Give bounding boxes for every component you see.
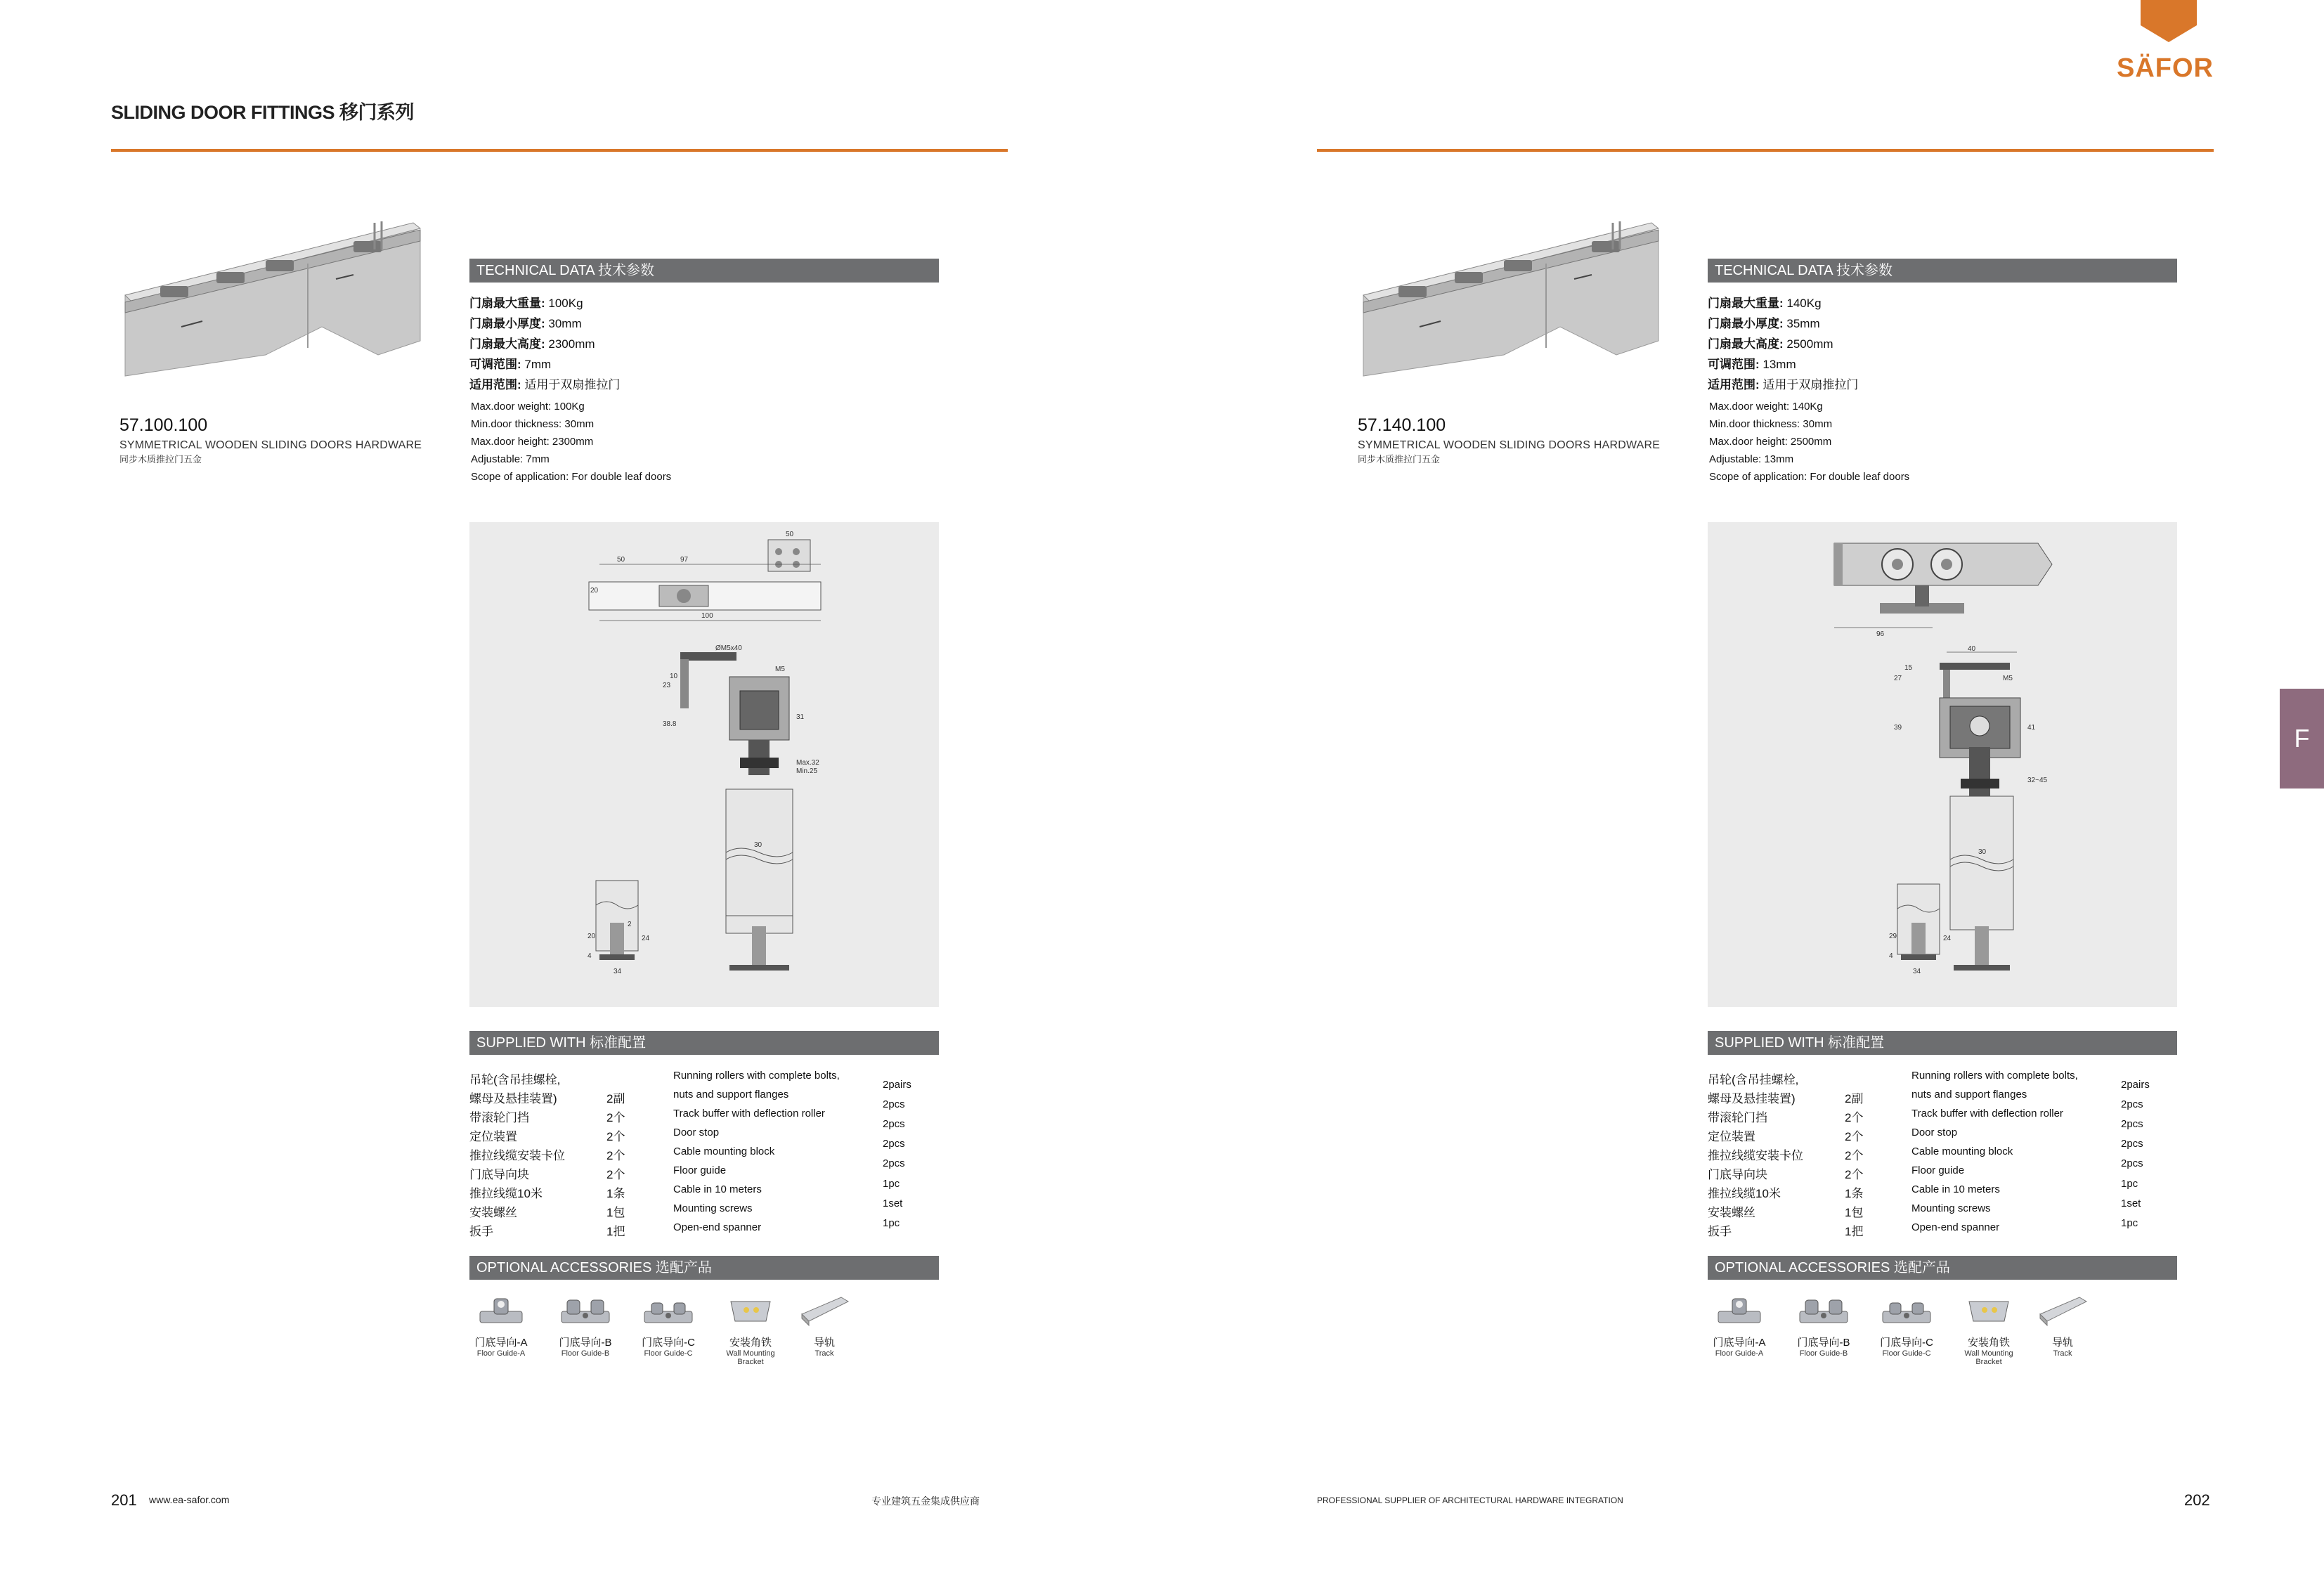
spec-value: 适用于双扇推拉门 bbox=[521, 378, 621, 391]
supplied-cn: 门底导向块 bbox=[1708, 1168, 1767, 1181]
spec-label: 可调范围: bbox=[1708, 358, 1760, 371]
spec-value: For double leaf doors bbox=[569, 471, 672, 483]
floor-guide-c-icon bbox=[642, 1293, 695, 1328]
dim-label: 4 bbox=[588, 952, 592, 960]
spec-value: 140Kg bbox=[1789, 401, 1823, 413]
supplied-unit: 1pc bbox=[883, 1217, 900, 1229]
supplied-unit: 1pc bbox=[2121, 1217, 2138, 1229]
supplied-cn: 门底导向块 bbox=[469, 1168, 529, 1181]
dim-label: 38.8 bbox=[663, 720, 677, 728]
accessory-label-cn: 门底导向-B bbox=[1797, 1337, 1850, 1349]
accessory-label-en: Wall Mounting bbox=[1964, 1349, 2013, 1358]
accessory-floor-guide-a[interactable] bbox=[462, 1293, 540, 1358]
accessory-label-cn: 门底导向-C bbox=[1880, 1337, 1933, 1349]
dim-label: 32~45 bbox=[2027, 777, 2048, 784]
track-icon bbox=[2036, 1293, 2089, 1328]
supplied-qty: 2副 bbox=[606, 1092, 625, 1105]
accessory-label-en: Floor Guide-C bbox=[1882, 1349, 1931, 1358]
spec-en-row bbox=[1709, 471, 1909, 483]
spec-value: 13mm bbox=[1761, 453, 1794, 465]
spec-label: 门扇最大重量: bbox=[469, 297, 545, 310]
accessory-track[interactable] bbox=[2024, 1293, 2101, 1358]
accessory-label-cn: 安装角铁 bbox=[729, 1337, 772, 1349]
dim-label: 41 bbox=[2027, 724, 2036, 732]
page-number-left: 201 bbox=[111, 1491, 137, 1509]
spec-label: Min.door thickness: bbox=[1709, 418, 1800, 430]
dim-label: 24 bbox=[642, 935, 650, 942]
dim-label: 50 bbox=[786, 531, 794, 538]
dim-label: 24 bbox=[1943, 935, 1952, 942]
spec-value: 30mm bbox=[545, 317, 582, 330]
page-number-right: 202 bbox=[2184, 1491, 2210, 1509]
supplied-qty: 2个 bbox=[606, 1130, 625, 1143]
mounting-bracket-icon bbox=[1962, 1293, 2015, 1328]
supplied-unit: 1set bbox=[2121, 1198, 2141, 1209]
supplied-en: Floor guide bbox=[1911, 1164, 1965, 1176]
dim-label: 34 bbox=[614, 968, 622, 975]
supplied-en: Mounting screws bbox=[673, 1202, 753, 1214]
dim-label: Max.32 bbox=[796, 759, 819, 767]
supplied-cn: 推拉线缆安装卡位 bbox=[1708, 1149, 1803, 1162]
door-hardware-illustration bbox=[1349, 207, 1666, 390]
door-hardware-illustration bbox=[111, 207, 427, 390]
supplied-with-bar: SUPPLIED WITH 标准配置 bbox=[1708, 1031, 2177, 1055]
dim-label: 50 bbox=[617, 556, 625, 564]
spec-label: 门扇最小厚度: bbox=[469, 317, 545, 330]
header-rule-left bbox=[111, 149, 1008, 152]
supplied-unit: 1pc bbox=[2121, 1178, 2138, 1190]
optional-accessories-bar: OPTIONAL ACCESSORIES 选配产品 bbox=[469, 1256, 939, 1280]
spec-label: Max.door height: bbox=[471, 436, 550, 448]
technical-drawing bbox=[1708, 522, 2177, 1007]
brand-logo: SÄFOR bbox=[2117, 53, 2214, 83]
technical-drawing bbox=[469, 522, 939, 1007]
accessory-label-en: Floor Guide-A bbox=[1715, 1349, 1764, 1358]
technical-data-bar: TECHNICAL DATA 技术参数 bbox=[469, 259, 939, 283]
spec-value: 7mm bbox=[523, 453, 550, 465]
supplied-unit: 2pairs bbox=[883, 1079, 911, 1091]
supplied-en: Cable in 10 meters bbox=[1911, 1183, 2000, 1195]
dim-label: 27 bbox=[1894, 675, 1902, 682]
supplied-cn: 推拉线缆10米 bbox=[1708, 1187, 1781, 1200]
dim-label: 29 bbox=[1889, 933, 1897, 940]
accessory-label-en: Floor Guide-B bbox=[561, 1349, 610, 1358]
spec-cn-row bbox=[469, 293, 583, 311]
supplied-cn: 推拉线缆10米 bbox=[469, 1187, 543, 1200]
product-code: 57.100.100 bbox=[119, 415, 208, 435]
supplied-en: nuts and support flanges bbox=[673, 1089, 789, 1101]
supplied-en: Open-end spanner bbox=[673, 1221, 762, 1233]
spec-value: For double leaf doors bbox=[1807, 471, 1910, 483]
dim-label: 40 bbox=[1968, 645, 1976, 653]
supplied-en: Running rollers with complete bolts, bbox=[1911, 1070, 2078, 1082]
spec-label: Max.door weight: bbox=[471, 401, 552, 413]
accessory-label-en: Floor Guide-A bbox=[476, 1349, 526, 1358]
spec-value: 2300mm bbox=[549, 436, 594, 448]
footer-slogan-en: PROFESSIONAL SUPPLIER OF ARCHITECTURAL HARDWARE INTEGRATION bbox=[1317, 1495, 1623, 1505]
product-name-cn: 同步木质推拉门五金 bbox=[119, 454, 202, 465]
supplied-with-bar: SUPPLIED WITH 标准配置 bbox=[469, 1031, 939, 1055]
spec-cn-row bbox=[1708, 313, 1820, 331]
dim-label: 30 bbox=[754, 841, 762, 849]
supplied-en: nuts and support flanges bbox=[1911, 1089, 2027, 1101]
spec-value: 7mm bbox=[521, 358, 552, 371]
accessory-label-cn: 导轨 bbox=[813, 1337, 835, 1349]
supplied-cn: 带滚轮门挡 bbox=[469, 1111, 529, 1124]
dim-label: 20 bbox=[590, 587, 599, 595]
spec-cn-row bbox=[1708, 334, 1833, 351]
spec-en-row bbox=[1709, 418, 1832, 430]
supplied-qty: 2副 bbox=[1845, 1092, 1864, 1105]
supplied-unit: 1set bbox=[883, 1198, 903, 1209]
dim-label: 34 bbox=[1913, 968, 1921, 975]
dim-label: 15 bbox=[1904, 664, 1913, 672]
accessory-label-cn: 导轨 bbox=[2051, 1337, 2073, 1349]
spec-label: Max.door height: bbox=[1709, 436, 1788, 448]
dim-label: 97 bbox=[680, 556, 689, 564]
spec-en-row bbox=[471, 436, 593, 448]
spec-value: 30mm bbox=[561, 418, 595, 430]
spec-en-row bbox=[1709, 436, 1831, 448]
accessory-label-cn: 门底导向-A bbox=[1713, 1337, 1766, 1349]
accessory-label-en: Bracket bbox=[1975, 1358, 2002, 1366]
accessory-wall-mounting-bracket[interactable] bbox=[712, 1293, 789, 1366]
supplied-cn: 吊轮(含吊挂螺栓, bbox=[469, 1073, 561, 1086]
supplied-cn: 安装螺丝 bbox=[1708, 1206, 1755, 1219]
dim-label: ØM5x40 bbox=[715, 644, 742, 652]
section-tab[interactable]: F bbox=[2280, 689, 2324, 788]
spec-value: 100Kg bbox=[551, 401, 585, 413]
spec-en-row bbox=[1709, 453, 1793, 465]
supplied-en: Door stop bbox=[673, 1127, 720, 1138]
dim-label: Min.25 bbox=[796, 767, 818, 775]
spec-value: 适用于双扇推拉门 bbox=[1759, 378, 1859, 391]
supplied-cn: 扳手 bbox=[469, 1225, 493, 1238]
supplied-cn: 定位装置 bbox=[469, 1130, 517, 1143]
accessory-label-cn: 门底导向-C bbox=[642, 1337, 695, 1349]
spec-en-row bbox=[1709, 401, 1823, 413]
floor-guide-a-icon bbox=[1713, 1293, 1766, 1328]
spec-value: 100Kg bbox=[545, 297, 583, 310]
product-section-2 bbox=[1349, 207, 2263, 1402]
accessory-label-en: Floor Guide-B bbox=[1799, 1349, 1848, 1358]
supplied-en: Track buffer with deflection roller bbox=[1911, 1108, 2063, 1120]
supplied-en: Door stop bbox=[1911, 1127, 1958, 1138]
spec-value: 140Kg bbox=[1783, 297, 1822, 310]
supplied-qty: 1把 bbox=[606, 1225, 625, 1238]
supplied-qty: 1包 bbox=[1845, 1206, 1864, 1219]
accessory-floor-guide-a[interactable] bbox=[1701, 1293, 1778, 1358]
spec-value: 2500mm bbox=[1787, 436, 1832, 448]
mounting-bracket-icon bbox=[724, 1293, 777, 1328]
floor-guide-b-icon bbox=[559, 1293, 612, 1328]
spec-en-row bbox=[471, 453, 550, 465]
spec-cn-row bbox=[1708, 354, 1796, 372]
supplied-unit: 2pcs bbox=[883, 1118, 905, 1130]
product-name-cn: 同步木质推拉门五金 bbox=[1358, 454, 1441, 465]
accessory-label-en: Track bbox=[814, 1349, 834, 1358]
spec-cn-row bbox=[469, 354, 551, 372]
technical-data-bar: TECHNICAL DATA 技术参数 bbox=[1708, 259, 2177, 283]
supplied-qty: 2个 bbox=[1845, 1149, 1864, 1162]
supplied-qty: 2个 bbox=[606, 1149, 625, 1162]
supplied-cn: 螺母及悬挂装置) bbox=[1708, 1092, 1796, 1105]
dim-label: 20 bbox=[588, 933, 596, 940]
spec-value: 2300mm bbox=[545, 337, 595, 351]
dim-label: 39 bbox=[1894, 724, 1902, 732]
dim-label: 100 bbox=[701, 612, 713, 620]
spec-label: Adjustable: bbox=[1709, 453, 1762, 465]
header-rule-right bbox=[1317, 149, 2214, 152]
spec-value: 2500mm bbox=[1783, 337, 1833, 351]
supplied-cn: 推拉线缆安装卡位 bbox=[469, 1149, 565, 1162]
supplied-qty: 1条 bbox=[606, 1187, 625, 1200]
spec-label: Scope of application: bbox=[1709, 471, 1807, 483]
accessory-wall-mounting-bracket[interactable] bbox=[1950, 1293, 2027, 1366]
accessory-label-en: Floor Guide-C bbox=[644, 1349, 693, 1358]
footer-slogan-cn: 专业建筑五金集成供应商 bbox=[871, 1495, 980, 1507]
optional-accessories-bar: OPTIONAL ACCESSORIES 选配产品 bbox=[1708, 1256, 2177, 1280]
accessory-floor-guide-c[interactable] bbox=[1868, 1293, 1945, 1358]
supplied-cn: 带滚轮门挡 bbox=[1708, 1111, 1767, 1124]
supplied-qty: 2个 bbox=[606, 1168, 625, 1181]
supplied-unit: 1pc bbox=[883, 1178, 900, 1190]
accessory-label-en: Track bbox=[2053, 1349, 2072, 1358]
supplied-en: Track buffer with deflection roller bbox=[673, 1108, 825, 1120]
dim-label: 23 bbox=[663, 682, 671, 689]
accessory-floor-guide-b[interactable] bbox=[547, 1293, 624, 1358]
floor-guide-b-icon bbox=[1797, 1293, 1850, 1328]
spec-label: 门扇最小厚度: bbox=[1708, 317, 1784, 330]
dim-label: 31 bbox=[796, 713, 805, 721]
supplied-unit: 2pcs bbox=[2121, 1098, 2143, 1110]
supplied-qty: 2个 bbox=[1845, 1130, 1864, 1143]
spec-label: Scope of application: bbox=[471, 471, 569, 483]
supplied-unit: 2pcs bbox=[2121, 1118, 2143, 1130]
spec-cn-row bbox=[469, 334, 595, 351]
supplied-cn: 定位装置 bbox=[1708, 1130, 1755, 1143]
spec-label: 门扇最大高度: bbox=[1708, 337, 1784, 351]
dim-label: 4 bbox=[1889, 952, 1893, 960]
product-section-1 bbox=[111, 207, 1025, 1402]
website-link[interactable]: www.ea-safor.com bbox=[149, 1494, 230, 1505]
supplied-qty: 1把 bbox=[1845, 1225, 1864, 1238]
spec-value: 35mm bbox=[1783, 317, 1820, 330]
page-title: SLIDING DOOR FITTINGS 移门系列 bbox=[111, 102, 414, 123]
supplied-unit: 2pcs bbox=[2121, 1138, 2143, 1150]
dim-label: 10 bbox=[670, 673, 678, 680]
accessory-label-en: Bracket bbox=[737, 1358, 764, 1366]
accessory-label-cn: 门底导向-A bbox=[474, 1337, 528, 1349]
floor-guide-c-icon bbox=[1880, 1293, 1933, 1328]
product-name-en: SYMMETRICAL WOODEN SLIDING DOORS HARDWARE bbox=[1358, 439, 1661, 451]
supplied-en: Floor guide bbox=[673, 1164, 727, 1176]
logo-tab-icon bbox=[2141, 0, 2197, 42]
supplied-qty: 2个 bbox=[1845, 1111, 1864, 1124]
spec-en-row bbox=[471, 401, 585, 413]
spec-label: 适用范围: bbox=[469, 378, 521, 391]
accessory-label-cn: 门底导向-B bbox=[559, 1337, 612, 1349]
product-name-en: SYMMETRICAL WOODEN SLIDING DOORS HARDWARE bbox=[119, 439, 422, 451]
supplied-en: Running rollers with complete bolts, bbox=[673, 1070, 840, 1082]
supplied-qty: 1条 bbox=[1845, 1187, 1864, 1200]
supplied-unit: 2pairs bbox=[2121, 1079, 2150, 1091]
spec-label: 门扇最大重量: bbox=[1708, 297, 1784, 310]
supplied-en: Open-end spanner bbox=[1911, 1221, 2000, 1233]
supplied-en: Cable mounting block bbox=[1911, 1146, 2013, 1157]
supplied-cn: 扳手 bbox=[1708, 1225, 1732, 1238]
supplied-cn: 安装螺丝 bbox=[469, 1206, 517, 1219]
accessory-floor-guide-c[interactable] bbox=[630, 1293, 707, 1358]
supplied-en: Mounting screws bbox=[1911, 1202, 1991, 1214]
dim-label: 2 bbox=[628, 921, 632, 928]
spec-en-row bbox=[471, 418, 594, 430]
spec-label: 适用范围: bbox=[1708, 378, 1760, 391]
track-icon bbox=[798, 1293, 851, 1328]
floor-guide-a-icon bbox=[474, 1293, 528, 1328]
supplied-en: Cable in 10 meters bbox=[673, 1183, 762, 1195]
spec-cn-row bbox=[469, 375, 620, 392]
supplied-en: Cable mounting block bbox=[673, 1146, 775, 1157]
supplied-qty: 2个 bbox=[1845, 1168, 1864, 1181]
dim-label: M5 bbox=[775, 666, 785, 673]
spec-cn-row bbox=[1708, 375, 1858, 392]
accessory-label-cn: 安装角铁 bbox=[1967, 1337, 2010, 1349]
accessory-label-en: Wall Mounting bbox=[726, 1349, 775, 1358]
spec-en-row bbox=[471, 471, 671, 483]
dim-label: M5 bbox=[2003, 675, 2013, 682]
spec-label: Max.door weight: bbox=[1709, 401, 1790, 413]
dim-label: 30 bbox=[1978, 848, 1987, 856]
spec-cn-row bbox=[1708, 293, 1822, 311]
supplied-cn: 吊轮(含吊挂螺栓, bbox=[1708, 1073, 1799, 1086]
dim-label: 96 bbox=[1876, 630, 1885, 638]
spec-label: Min.door thickness: bbox=[471, 418, 562, 430]
supplied-unit: 2pcs bbox=[883, 1157, 905, 1169]
spec-value: 13mm bbox=[1759, 358, 1796, 371]
supplied-unit: 2pcs bbox=[883, 1138, 905, 1150]
accessory-track[interactable] bbox=[786, 1293, 863, 1358]
spec-label: 可调范围: bbox=[469, 358, 521, 371]
spec-cn-row bbox=[469, 313, 582, 331]
product-code: 57.140.100 bbox=[1358, 415, 1446, 435]
supplied-qty: 1包 bbox=[606, 1206, 625, 1219]
accessory-floor-guide-b[interactable] bbox=[1785, 1293, 1862, 1358]
spec-label: Adjustable: bbox=[471, 453, 524, 465]
supplied-unit: 2pcs bbox=[883, 1098, 905, 1110]
spec-value: 30mm bbox=[1800, 418, 1833, 430]
supplied-unit: 2pcs bbox=[2121, 1157, 2143, 1169]
supplied-cn: 螺母及悬挂装置) bbox=[469, 1092, 557, 1105]
supplied-qty: 2个 bbox=[606, 1111, 625, 1124]
spec-label: 门扇最大高度: bbox=[469, 337, 545, 351]
